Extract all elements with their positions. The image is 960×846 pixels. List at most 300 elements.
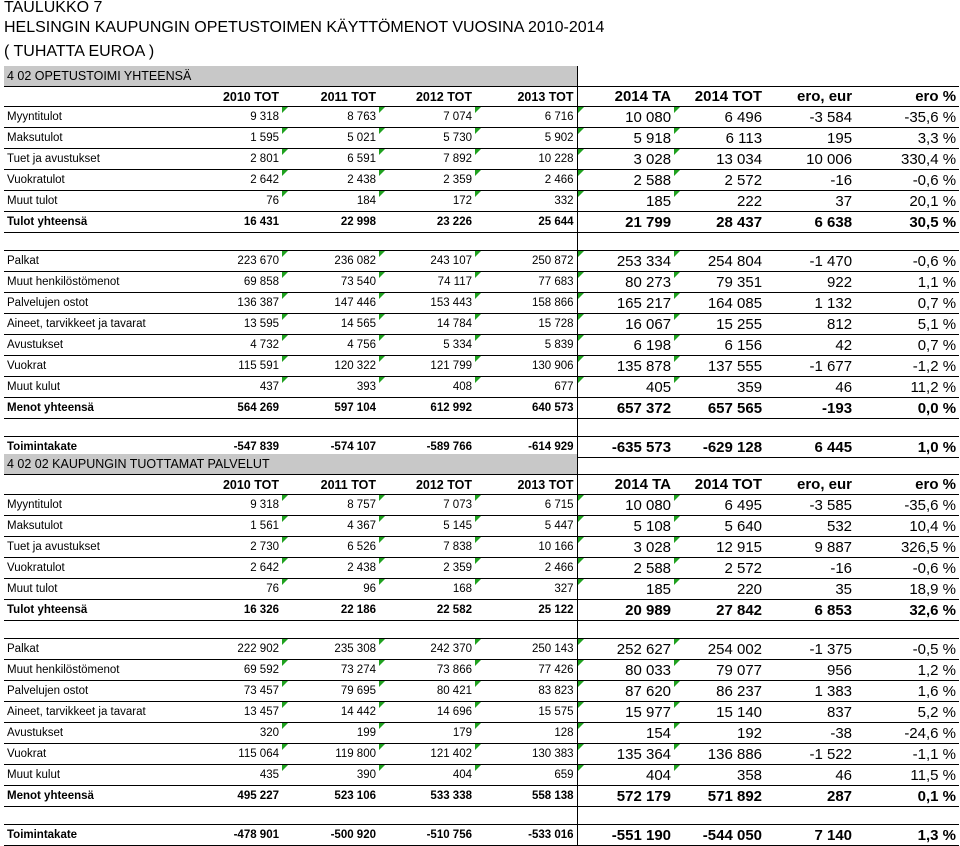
table-cell: 154 bbox=[577, 723, 674, 744]
table-cell: 1 132 bbox=[765, 293, 855, 314]
column-header: 2011 TOT bbox=[282, 475, 379, 495]
table-cell: 1,0 % bbox=[855, 437, 959, 458]
table-cell: 5 730 bbox=[379, 128, 475, 149]
table-cell: -3 585 bbox=[765, 495, 855, 516]
table-cell: 5 021 bbox=[282, 128, 379, 149]
table-cell: 73 457 bbox=[184, 681, 282, 702]
column-header: 2013 TOT bbox=[475, 87, 577, 107]
table-row bbox=[4, 786, 959, 807]
row-label: Aineet, tarvikkeet ja tavarat bbox=[4, 702, 184, 723]
column-header-blank bbox=[4, 87, 184, 107]
table-row bbox=[4, 765, 959, 786]
table-cell: 5 918 bbox=[577, 128, 674, 149]
table-cell: -24,6 % bbox=[855, 723, 959, 744]
table-cell: 657 372 bbox=[577, 398, 674, 419]
table-cell: 8 757 bbox=[282, 495, 379, 516]
table-cell: 250 143 bbox=[475, 639, 577, 660]
table-cell: 435 bbox=[184, 765, 282, 786]
table-cell: -614 929 bbox=[475, 437, 577, 458]
table-cell: 495 227 bbox=[184, 786, 282, 807]
table-cell: 1,1 % bbox=[855, 272, 959, 293]
row-label: Vuokrat bbox=[4, 356, 184, 377]
table-cell: 223 670 bbox=[184, 251, 282, 272]
spacer-row bbox=[4, 419, 577, 437]
table-cell: 1 383 bbox=[765, 681, 855, 702]
table-cell: 35 bbox=[765, 579, 855, 600]
table-cell: 6 156 bbox=[674, 335, 765, 356]
column-header: 2012 TOT bbox=[379, 475, 475, 495]
row-label: Muut tulot bbox=[4, 191, 184, 212]
table-cell: -35,6 % bbox=[855, 495, 959, 516]
table-cell: 128 bbox=[475, 723, 577, 744]
spacer-cell bbox=[577, 807, 959, 825]
table-row bbox=[4, 660, 959, 681]
table-cell: 332 bbox=[475, 191, 577, 212]
row-label: Muut henkilöstömenot bbox=[4, 660, 184, 681]
table-cell: -16 bbox=[765, 170, 855, 191]
table-cell: 158 866 bbox=[475, 293, 577, 314]
table-cell: 11,2 % bbox=[855, 377, 959, 398]
table-cell: 16 326 bbox=[184, 600, 282, 621]
table-row bbox=[4, 681, 959, 702]
table-cell: 1,3 % bbox=[855, 825, 959, 846]
table-cell: -500 920 bbox=[282, 825, 379, 846]
table-cell: 185 bbox=[577, 579, 674, 600]
row-label: Palvelujen ostot bbox=[4, 681, 184, 702]
table-cell: 5,1 % bbox=[855, 314, 959, 335]
column-header: 2010 TOT bbox=[184, 475, 282, 495]
table-cell: -38 bbox=[765, 723, 855, 744]
unit-note: ( TUHATTA EUROA ) bbox=[4, 43, 155, 60]
table-cell: -1,2 % bbox=[855, 356, 959, 377]
column-header: 2011 TOT bbox=[282, 87, 379, 107]
table-cell: 2 359 bbox=[379, 558, 475, 579]
row-label: Menot yhteensä bbox=[4, 786, 184, 807]
table-cell: 80 421 bbox=[379, 681, 475, 702]
table-cell: 5 839 bbox=[475, 335, 577, 356]
table-cell: 13 457 bbox=[184, 702, 282, 723]
table-cell: 0,7 % bbox=[855, 335, 959, 356]
table-cell: 812 bbox=[765, 314, 855, 335]
table-cell: 253 334 bbox=[577, 251, 674, 272]
table-cell: -544 050 bbox=[674, 825, 765, 846]
table-cell: 27 842 bbox=[674, 600, 765, 621]
table-cell: 195 bbox=[765, 128, 855, 149]
table-cell: 119 800 bbox=[282, 744, 379, 765]
table-cell: 12 915 bbox=[674, 537, 765, 558]
table-cell: 3 028 bbox=[577, 149, 674, 170]
table-cell: 532 bbox=[765, 516, 855, 537]
table-cell: 10 006 bbox=[765, 149, 855, 170]
table-row bbox=[4, 128, 959, 149]
row-label: Tuet ja avustukset bbox=[4, 537, 184, 558]
table-cell: -510 756 bbox=[379, 825, 475, 846]
table-row bbox=[4, 639, 959, 660]
table-cell: 80 273 bbox=[577, 272, 674, 293]
table-cell: 6 715 bbox=[475, 495, 577, 516]
table-cell: 96 bbox=[282, 579, 379, 600]
table-cell: -16 bbox=[765, 558, 855, 579]
table-cell: 640 573 bbox=[475, 398, 577, 419]
table-cell: 15 977 bbox=[577, 702, 674, 723]
row-label: Maksutulot bbox=[4, 516, 184, 537]
table-row bbox=[4, 170, 959, 191]
table-cell: 10 166 bbox=[475, 537, 577, 558]
table-cell: 37 bbox=[765, 191, 855, 212]
table-row bbox=[4, 212, 959, 233]
table-cell: 1 561 bbox=[184, 516, 282, 537]
table-cell: 6 853 bbox=[765, 600, 855, 621]
table-cell: 16 067 bbox=[577, 314, 674, 335]
table-cell: -635 573 bbox=[577, 437, 674, 458]
data-table bbox=[4, 66, 959, 458]
section-heading-blank bbox=[577, 454, 959, 475]
table-cell: 7 073 bbox=[379, 495, 475, 516]
table-cell: 0,1 % bbox=[855, 786, 959, 807]
table-cell: 657 565 bbox=[674, 398, 765, 419]
table-cell: 956 bbox=[765, 660, 855, 681]
table-cell: 69 592 bbox=[184, 660, 282, 681]
table-cell: 5,2 % bbox=[855, 702, 959, 723]
table-cell: 46 bbox=[765, 377, 855, 398]
table-cell: 46 bbox=[765, 765, 855, 786]
column-header: 2010 TOT bbox=[184, 87, 282, 107]
table-cell: 76 bbox=[184, 579, 282, 600]
table-cell: 76 bbox=[184, 191, 282, 212]
table-cell: -35,6 % bbox=[855, 107, 959, 128]
table-cell: 1,6 % bbox=[855, 681, 959, 702]
row-label: Palvelujen ostot bbox=[4, 293, 184, 314]
table-cell: 4 367 bbox=[282, 516, 379, 537]
table-row bbox=[4, 744, 959, 765]
table-cell: 7 892 bbox=[379, 149, 475, 170]
table-cell: 390 bbox=[282, 765, 379, 786]
table-cell: 115 064 bbox=[184, 744, 282, 765]
table-cell: 77 426 bbox=[475, 660, 577, 681]
column-header: 2014 TOT bbox=[674, 87, 765, 107]
table-cell: 408 bbox=[379, 377, 475, 398]
table-cell: 10 228 bbox=[475, 149, 577, 170]
table-cell: 6 445 bbox=[765, 437, 855, 458]
table-cell: 77 683 bbox=[475, 272, 577, 293]
table-cell: 659 bbox=[475, 765, 577, 786]
table-cell: 6 198 bbox=[577, 335, 674, 356]
table-cell: 222 bbox=[674, 191, 765, 212]
table-cell: 404 bbox=[577, 765, 674, 786]
table-cell: 42 bbox=[765, 335, 855, 356]
table-cell: 0,7 % bbox=[855, 293, 959, 314]
table-cell: 185 bbox=[577, 191, 674, 212]
table-row bbox=[4, 272, 959, 293]
table-cell: 14 442 bbox=[282, 702, 379, 723]
table-cell: 6 526 bbox=[282, 537, 379, 558]
table-cell: 87 620 bbox=[577, 681, 674, 702]
table-cell: 2 438 bbox=[282, 558, 379, 579]
table-cell: 121 402 bbox=[379, 744, 475, 765]
spacer-cell bbox=[577, 419, 959, 437]
table-cell: 13 034 bbox=[674, 149, 765, 170]
row-label: Toimintakate bbox=[4, 825, 184, 846]
table-cell: 14 696 bbox=[379, 702, 475, 723]
row-label: Muut tulot bbox=[4, 579, 184, 600]
table-cell: 254 002 bbox=[674, 639, 765, 660]
table-cell: 28 437 bbox=[674, 212, 765, 233]
table-cell: 80 033 bbox=[577, 660, 674, 681]
table-cell: -1 522 bbox=[765, 744, 855, 765]
table-cell: 612 992 bbox=[379, 398, 475, 419]
table-row bbox=[4, 377, 959, 398]
table-cell: 153 443 bbox=[379, 293, 475, 314]
table-cell: 320 bbox=[184, 723, 282, 744]
table-cell: 14 784 bbox=[379, 314, 475, 335]
table-row bbox=[4, 495, 959, 516]
table-cell: 135 364 bbox=[577, 744, 674, 765]
table-cell: 14 565 bbox=[282, 314, 379, 335]
table-cell: -1 470 bbox=[765, 251, 855, 272]
table-cell: 136 387 bbox=[184, 293, 282, 314]
table-cell: 287 bbox=[765, 786, 855, 807]
table-cell: 2 359 bbox=[379, 170, 475, 191]
column-header: ero % bbox=[855, 475, 959, 495]
table-cell: 523 106 bbox=[282, 786, 379, 807]
table-cell: 9 887 bbox=[765, 537, 855, 558]
table-cell: 22 186 bbox=[282, 600, 379, 621]
section-heading-blank bbox=[577, 66, 959, 87]
table-cell: 10,4 % bbox=[855, 516, 959, 537]
table-cell: 7 838 bbox=[379, 537, 475, 558]
table-cell: -193 bbox=[765, 398, 855, 419]
table-cell: 79 695 bbox=[282, 681, 379, 702]
table-cell: 147 446 bbox=[282, 293, 379, 314]
row-label: Avustukset bbox=[4, 335, 184, 356]
table-cell: 136 886 bbox=[674, 744, 765, 765]
table-cell: 558 138 bbox=[475, 786, 577, 807]
table-cell: 9 318 bbox=[184, 495, 282, 516]
row-label: Tulot yhteensä bbox=[4, 212, 184, 233]
table-cell: 922 bbox=[765, 272, 855, 293]
table-cell: 135 878 bbox=[577, 356, 674, 377]
table-cell: 254 804 bbox=[674, 251, 765, 272]
table-row bbox=[4, 251, 959, 272]
table-cell: 10 080 bbox=[577, 495, 674, 516]
table-cell: 21 799 bbox=[577, 212, 674, 233]
table-cell: 8 763 bbox=[282, 107, 379, 128]
table-cell: 2 642 bbox=[184, 170, 282, 191]
table-cell: -1,1 % bbox=[855, 744, 959, 765]
table-cell: 327 bbox=[475, 579, 577, 600]
table-cell: 5 334 bbox=[379, 335, 475, 356]
spacer-row bbox=[4, 621, 577, 639]
table-row bbox=[4, 191, 959, 212]
section-kaupungin-palvelut bbox=[4, 454, 959, 846]
table-cell: 73 866 bbox=[379, 660, 475, 681]
table-cell: 73 540 bbox=[282, 272, 379, 293]
table-cell: 79 351 bbox=[674, 272, 765, 293]
table-cell: 2 588 bbox=[577, 558, 674, 579]
table-cell: 564 269 bbox=[184, 398, 282, 419]
table-row bbox=[4, 558, 959, 579]
table-cell: 137 555 bbox=[674, 356, 765, 377]
row-label: Muut kulut bbox=[4, 377, 184, 398]
table-cell: 121 799 bbox=[379, 356, 475, 377]
table-cell: 222 902 bbox=[184, 639, 282, 660]
table-cell: 25 122 bbox=[475, 600, 577, 621]
table-cell: 15 140 bbox=[674, 702, 765, 723]
row-label: Avustukset bbox=[4, 723, 184, 744]
row-label: Menot yhteensä bbox=[4, 398, 184, 419]
table-cell: 79 077 bbox=[674, 660, 765, 681]
table-cell: 2 572 bbox=[674, 170, 765, 191]
table-cell: 677 bbox=[475, 377, 577, 398]
row-label: Vuokrat bbox=[4, 744, 184, 765]
row-label: Myyntitulot bbox=[4, 495, 184, 516]
table-cell: -0,6 % bbox=[855, 558, 959, 579]
row-label: Aineet, tarvikkeet ja tavarat bbox=[4, 314, 184, 335]
table-cell: 235 308 bbox=[282, 639, 379, 660]
row-label: Toimintakate bbox=[4, 437, 184, 458]
table-cell: 437 bbox=[184, 377, 282, 398]
table-cell: 330,4 % bbox=[855, 149, 959, 170]
table-cell: -547 839 bbox=[184, 437, 282, 458]
table-cell: -0,5 % bbox=[855, 639, 959, 660]
table-cell: 22 582 bbox=[379, 600, 475, 621]
spacer-row bbox=[4, 807, 577, 825]
table-cell: 130 906 bbox=[475, 356, 577, 377]
table-cell: 184 bbox=[282, 191, 379, 212]
table-row bbox=[4, 600, 959, 621]
table-cell: 13 595 bbox=[184, 314, 282, 335]
table-cell: 243 107 bbox=[379, 251, 475, 272]
table-number: TAULUKKO 7 bbox=[4, 0, 103, 16]
table-cell: 1 595 bbox=[184, 128, 282, 149]
table-row bbox=[4, 516, 959, 537]
column-header: 2014 TA bbox=[577, 87, 674, 107]
table-cell: -551 190 bbox=[577, 825, 674, 846]
table-cell: 6 496 bbox=[674, 107, 765, 128]
row-label: Muut kulut bbox=[4, 765, 184, 786]
table-cell: 20,1 % bbox=[855, 191, 959, 212]
table-cell: 0,0 % bbox=[855, 398, 959, 419]
table-row bbox=[4, 149, 959, 170]
column-header: 2012 TOT bbox=[379, 87, 475, 107]
spacer-cell bbox=[577, 621, 959, 639]
table-row bbox=[4, 398, 959, 419]
table-cell: 9 318 bbox=[184, 107, 282, 128]
table-row bbox=[4, 579, 959, 600]
row-label: Vuokratulot bbox=[4, 170, 184, 191]
table-cell: 168 bbox=[379, 579, 475, 600]
table-cell: -478 901 bbox=[184, 825, 282, 846]
table-cell: 120 322 bbox=[282, 356, 379, 377]
table-cell: 20 989 bbox=[577, 600, 674, 621]
table-cell: -0,6 % bbox=[855, 170, 959, 191]
table-cell: 2 466 bbox=[475, 170, 577, 191]
table-cell: 15 575 bbox=[475, 702, 577, 723]
table-cell: 5 145 bbox=[379, 516, 475, 537]
column-header: 2014 TA bbox=[577, 475, 674, 495]
table-cell: 1,2 % bbox=[855, 660, 959, 681]
table-cell: 250 872 bbox=[475, 251, 577, 272]
column-header: 2014 TOT bbox=[674, 475, 765, 495]
page-title: HELSINGIN KAUPUNGIN OPETUSTOIMEN KÄYTTÖMENOT VUOSINA 2010-2014 bbox=[4, 19, 605, 36]
table-cell: 15 255 bbox=[674, 314, 765, 335]
table-cell: 11,5 % bbox=[855, 765, 959, 786]
table-cell: 5 640 bbox=[674, 516, 765, 537]
table-row bbox=[4, 293, 959, 314]
row-label: Myyntitulot bbox=[4, 107, 184, 128]
table-cell: 69 858 bbox=[184, 272, 282, 293]
table-cell: 32,6 % bbox=[855, 600, 959, 621]
table-cell: 199 bbox=[282, 723, 379, 744]
table-cell: -589 766 bbox=[379, 437, 475, 458]
table-cell: 6 638 bbox=[765, 212, 855, 233]
table-cell: -574 107 bbox=[282, 437, 379, 458]
table-cell: 83 823 bbox=[475, 681, 577, 702]
section-heading: 4 02 OPETUSTOIMI YHTEENSÄ bbox=[4, 66, 577, 87]
table-row bbox=[4, 723, 959, 744]
table-cell: 220 bbox=[674, 579, 765, 600]
table-cell: 18,9 % bbox=[855, 579, 959, 600]
table-row bbox=[4, 356, 959, 377]
column-header: ero, eur bbox=[765, 87, 855, 107]
row-label: Palkat bbox=[4, 639, 184, 660]
table-row bbox=[4, 314, 959, 335]
table-cell: 4 756 bbox=[282, 335, 379, 356]
row-label: Tulot yhteensä bbox=[4, 600, 184, 621]
table-cell: 23 226 bbox=[379, 212, 475, 233]
table-cell: 2 438 bbox=[282, 170, 379, 191]
table-cell: 73 274 bbox=[282, 660, 379, 681]
table-cell: 5 447 bbox=[475, 516, 577, 537]
table-cell: 252 627 bbox=[577, 639, 674, 660]
column-header: ero % bbox=[855, 87, 959, 107]
table-cell: 326,5 % bbox=[855, 537, 959, 558]
table-cell: 22 998 bbox=[282, 212, 379, 233]
column-header: 2013 TOT bbox=[475, 475, 577, 495]
table-cell: 6 591 bbox=[282, 149, 379, 170]
table-cell: 3 028 bbox=[577, 537, 674, 558]
row-label: Palkat bbox=[4, 251, 184, 272]
table-cell: 5 902 bbox=[475, 128, 577, 149]
table-cell: -629 128 bbox=[674, 437, 765, 458]
table-cell: 2 801 bbox=[184, 149, 282, 170]
table-cell: 164 085 bbox=[674, 293, 765, 314]
table-cell: 3,3 % bbox=[855, 128, 959, 149]
table-row bbox=[4, 107, 959, 128]
table-row bbox=[4, 537, 959, 558]
table-cell: 5 108 bbox=[577, 516, 674, 537]
section-heading: 4 02 02 KAUPUNGIN TUOTTAMAT PALVELUT bbox=[4, 454, 577, 475]
table-cell: -1 375 bbox=[765, 639, 855, 660]
table-cell: 115 591 bbox=[184, 356, 282, 377]
row-label: Muut henkilöstömenot bbox=[4, 272, 184, 293]
row-label: Tuet ja avustukset bbox=[4, 149, 184, 170]
row-label: Vuokratulot bbox=[4, 558, 184, 579]
table-row bbox=[4, 702, 959, 723]
table-cell: 172 bbox=[379, 191, 475, 212]
table-cell: 2 588 bbox=[577, 170, 674, 191]
table-cell: 25 644 bbox=[475, 212, 577, 233]
table-cell: 16 431 bbox=[184, 212, 282, 233]
table-cell: 192 bbox=[674, 723, 765, 744]
table-cell: -0,6 % bbox=[855, 251, 959, 272]
section-opetustoimi bbox=[4, 66, 959, 458]
table-cell: 30,5 % bbox=[855, 212, 959, 233]
table-cell: 4 732 bbox=[184, 335, 282, 356]
table-cell: 10 080 bbox=[577, 107, 674, 128]
table-cell: 837 bbox=[765, 702, 855, 723]
table-cell: -533 016 bbox=[475, 825, 577, 846]
